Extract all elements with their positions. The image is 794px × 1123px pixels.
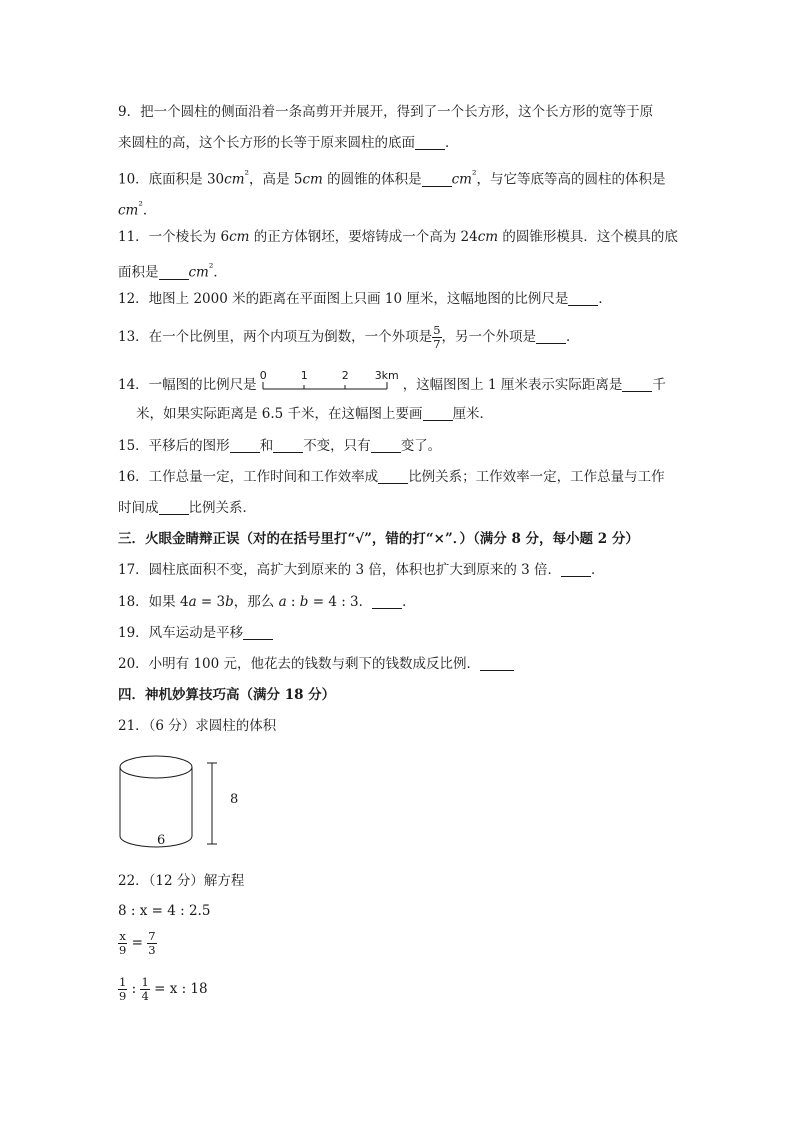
q18-text4: :: [286, 594, 300, 610]
eq2-left-den: 9: [119, 943, 127, 957]
q10-unit3: cm: [451, 171, 472, 188]
q13-fraction: [432, 324, 441, 351]
q11-text2: 的正方体钢坯，要熔铸成一个高为 24: [249, 229, 478, 245]
q18-var-b: b: [225, 594, 234, 610]
q11-unit3: cm: [188, 264, 209, 281]
equation-1: 8 : x = 4 : 2.5: [118, 903, 211, 919]
q15-text1: 15．平移后的图形: [118, 438, 230, 454]
q15-blank2[interactable]: [273, 438, 303, 453]
cylinder-top: [120, 756, 192, 778]
eq3-num-2: 1: [141, 975, 149, 989]
q18-text5: = 4 : 3．: [308, 594, 373, 610]
q17-blank[interactable]: [561, 562, 591, 577]
q16-text2: 比例关系；工作效率一定，工作总量与工作: [408, 469, 665, 485]
q14-text1: 14．一幅图的比例尺是: [118, 377, 257, 393]
eq3-num-1: 1: [119, 975, 127, 989]
cylinder-bottom: [120, 836, 192, 847]
q18-line: [118, 592, 416, 612]
scale-bar: [259, 369, 399, 397]
q11-text4: 面积是: [118, 264, 159, 281]
q10-line1: [118, 165, 666, 190]
q12-text: 12．地图上 2000 米的距离在平面图上只画 10 厘米，这幅地图的比例尺是: [118, 291, 569, 307]
eq2-right-den: 3: [148, 943, 156, 957]
q11-sup: ²: [208, 261, 214, 274]
q9-blank[interactable]: [415, 135, 445, 150]
q18-var-a: a: [188, 594, 197, 610]
q16-line2: [118, 498, 256, 518]
q11-unit1: cm: [229, 229, 250, 245]
q18-text1: 18．如果 4: [118, 594, 189, 610]
q21-line: 21．（6 分）求圆柱的体积: [118, 718, 277, 734]
cylinder-height-label: 8: [230, 792, 239, 807]
q10-text3: 的圆锥的体积是: [322, 171, 422, 188]
q20-text: 20．小明有 100 元，他花去的钱数与剩下的钱数成反比例．: [118, 656, 481, 672]
scale-label-2: 2: [341, 369, 349, 382]
q10-text1: 10．底面积是 30: [118, 171, 225, 188]
eq2-right-fraction: [147, 930, 156, 957]
q14-text5: 厘米．: [452, 406, 494, 422]
q17-line: [118, 560, 605, 580]
q17-end: ．: [591, 562, 605, 578]
q9-end: ．: [445, 135, 459, 151]
q19-blank[interactable]: [243, 625, 273, 640]
eq3-fraction-1: [118, 976, 127, 1003]
q10-end: ．: [142, 202, 157, 219]
q14-text4: 米，如果实际距离是 6.5 千米，在这幅图上要画: [136, 406, 423, 422]
q15-text3: 不变，只有: [303, 438, 371, 454]
q9-line2: [118, 133, 459, 153]
q18-var-a2: a: [278, 594, 287, 610]
q10-unit4: cm: [118, 202, 139, 219]
q13-line: [118, 324, 580, 351]
q11-end: ．: [213, 264, 227, 281]
q16-text1: 16．工作总量一定，工作时间和工作效率成: [118, 469, 379, 485]
q16-blank2[interactable]: [159, 500, 189, 515]
q18-end: ．: [402, 594, 416, 610]
q15-blank1[interactable]: [230, 438, 260, 453]
q11-text1: 11．一个棱长为 6: [118, 229, 230, 245]
q20-line: [118, 654, 514, 674]
q10-sup1: ²: [244, 168, 250, 181]
cylinder-diameter-label: 6: [157, 833, 166, 848]
q10-text4: ，与它等底等高的圆柱的体积是: [476, 171, 666, 188]
q14-blank2[interactable]: [423, 406, 453, 421]
q18-text2: = 3: [196, 594, 226, 610]
eq2-left-num: x: [119, 929, 126, 943]
q13-frac-num: 5: [433, 323, 441, 337]
q14-line2: [136, 404, 493, 424]
eq3-colon: :: [127, 981, 141, 997]
q14-text3: 千: [652, 377, 666, 393]
q15-text2: 和: [259, 438, 274, 454]
q15-line: [118, 436, 441, 456]
q11-blank[interactable]: [159, 265, 189, 280]
eq3-rest: = x : 18: [149, 981, 208, 997]
q13-text2: ，另一个外项是: [441, 329, 537, 345]
q13-frac-den: 7: [433, 337, 441, 351]
section4-title: 四．神机妙算技巧高（满分 18 分）: [118, 687, 336, 703]
eq2-right-num: 7: [148, 929, 156, 943]
q10-unit1: cm: [224, 171, 245, 188]
q9-line1: [118, 102, 653, 122]
equation-2: [118, 930, 157, 957]
q10-text2: ，高是 5: [249, 171, 303, 188]
q10-line2: [118, 196, 156, 221]
q12-end: ．: [598, 291, 612, 307]
q13-end: ．: [566, 329, 580, 345]
q16-blank1[interactable]: [378, 469, 408, 484]
q19-text: 19．风车运动是平移: [118, 625, 244, 641]
q16-line1: [118, 467, 665, 487]
q13-text1: 13．在一个比例里，两个内项互为倒数，一个外项是: [118, 329, 433, 345]
eq3-den-1: 9: [119, 989, 127, 1003]
eq2-equals: =: [127, 935, 148, 951]
section3-title: 三．火眼金睛辩正误（对的在括号里打“√”，错的打“×”．）（满分 8 分，每小题 2 分）: [118, 531, 639, 547]
q10-blank1[interactable]: [422, 172, 452, 187]
q14-line1: [118, 369, 666, 397]
q15-text4: 变了。: [400, 438, 442, 454]
q11-line2: [118, 258, 227, 283]
q16-text3: 时间成: [118, 500, 159, 516]
q13-blank[interactable]: [536, 329, 566, 344]
q14-text2: ，这幅图图上 1 厘米表示实际距离是: [402, 377, 623, 393]
q18-blank[interactable]: [372, 594, 402, 609]
q11-line1: [118, 227, 678, 247]
eq3-fraction-2: [140, 976, 149, 1003]
q18-var-b2: b: [299, 594, 309, 610]
eq2-left-fraction: [118, 930, 127, 957]
q15-blank3[interactable]: [371, 438, 401, 453]
scale-label-1: 1: [300, 369, 308, 382]
q11-unit2: cm: [477, 229, 499, 245]
q10-unit2: cm: [302, 171, 323, 188]
equation-3: [118, 976, 208, 1003]
q10-sup2: ²: [471, 168, 477, 181]
q9-text1: 9．把一个圆柱的侧面沿着一条高剪开并展开，得到了一个长方形，这个长方形的宽等于原: [118, 104, 654, 120]
q14-blank1[interactable]: [622, 377, 652, 392]
eq3-den-2: 4: [141, 989, 149, 1003]
q9-text2: 来圆柱的高，这个长方形的长等于原来圆柱的底面: [118, 135, 415, 151]
q19-line: [118, 623, 273, 643]
scale-label-0: 0: [259, 369, 267, 382]
q12-line: [118, 289, 612, 309]
q10-sup3: ²: [138, 199, 143, 212]
q18-text3: ，那么: [233, 594, 279, 610]
q16-text4: 比例关系．: [188, 500, 256, 516]
q20-blank[interactable]: [480, 656, 514, 671]
cylinder-figure: [118, 754, 228, 850]
q22-line: 22．（12 分）解方程: [118, 873, 245, 889]
q11-text3: 的圆锥形模具．这个模具的底: [498, 229, 678, 245]
q12-blank[interactable]: [568, 291, 598, 306]
scale-label-3: 3km: [374, 369, 399, 382]
q17-text: 17．圆柱底面积不变，高扩大到原来的 3 倍，体积也扩大到原来的 3 倍．: [118, 562, 562, 578]
